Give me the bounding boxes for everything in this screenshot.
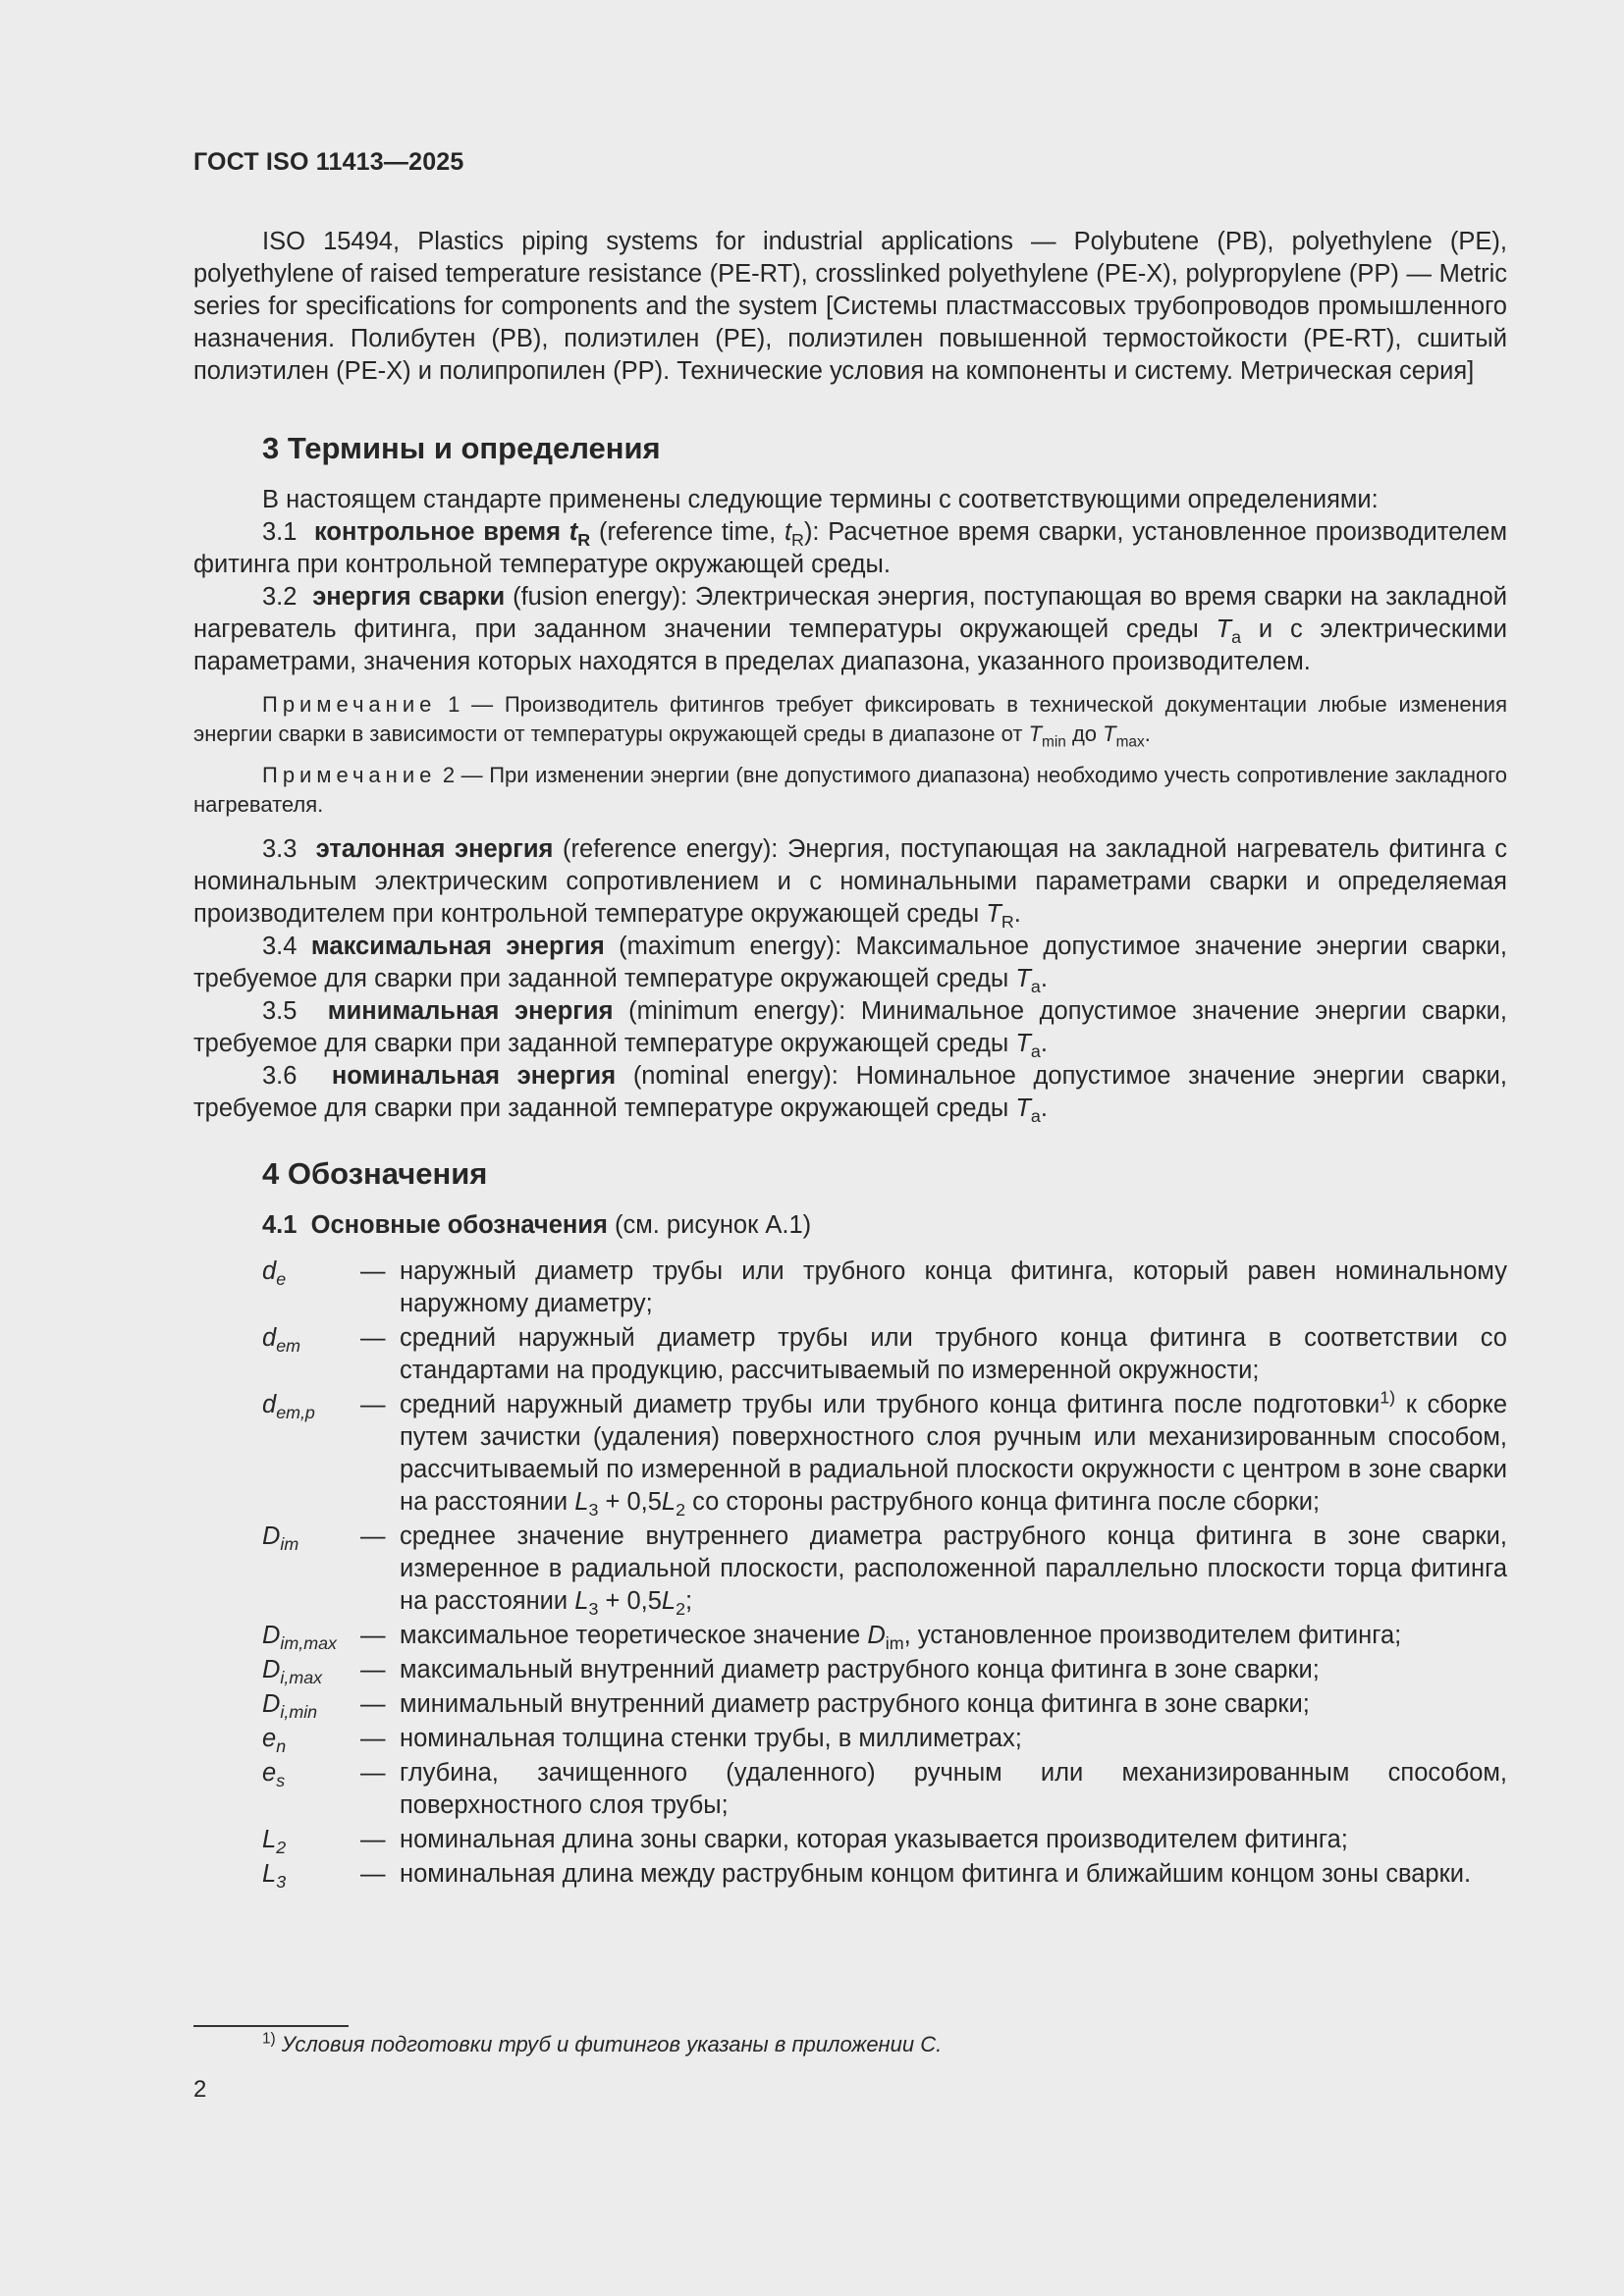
symbol-definition: номинальная длина между раструбным концом фитинга и ближайшим концом зоны сварки. — [400, 1860, 1472, 1888]
symbol: $e_s$ — [262, 1759, 286, 1791]
symbol-row: $D_{i,max}$ — максимальный внутренний диаметр раструбного конца фитинга в зоне сварки; — [262, 1654, 1507, 1686]
symbol: $d_{em,p}$ — [262, 1391, 315, 1423]
symbol: $e_n$ — [262, 1725, 287, 1757]
symbol-row: $e_s$ — глубина, зачищенного (удаленного) ручным или механизированным способом, поверхностного слоя трубы; — [262, 1757, 1507, 1822]
symbol-definition: средний наружный диаметр трубы или трубного конца фитинга после подготовки$^{1)}$ к сборке путем зачистки (удаления) поверхностного слоя ручным или механизированным способом, рассчитываемый по измеренной в радиальной плоскости окружности с центром в зоне сварки на расстоянии $L_3 + 0,5L_2$ со стороны раструбного конца фитинга после сборки; — [400, 1387, 1507, 1521]
symbol-definition: номинальная длина зоны сварки, которая указывается производителем фитинга; — [400, 1826, 1348, 1853]
symbol-row: $e_n$ — номинальная толщина стенки трубы, в миллиметрах; — [262, 1723, 1507, 1755]
symbol: $D_{im,max}$ — [262, 1622, 337, 1654]
symbol: $L_3$ — [262, 1860, 287, 1893]
term-3-4: 3.4 максимальная энергия (maximum energy): Максимальное допустимое значение энергии сварки, требуемое для сварки при заданной температуре окружающей среды $T_a$. — [193, 933, 1507, 997]
symbol: $D_{i,max}$ — [262, 1656, 323, 1688]
symbol-definition: максимальный внутренний диаметр раструбного конца фитинга в зоне сварки; — [400, 1656, 1320, 1683]
footnote: $^{1)}$ Условия подготовки труб и фитингов указаны в приложении С. — [262, 2030, 943, 2056]
symbol: $D_{i,min}$ — [262, 1690, 318, 1723]
symbol-row: $D_{im,max}$ — максимальное теоретическое значение $D_{im}$, установленное производителем фитинга; — [262, 1620, 1507, 1652]
footnote-ref: 1) — [1380, 1387, 1396, 1408]
section-3-intro: В настоящем стандарте применены следующие термины с соответствующими определениями: — [262, 486, 1379, 513]
section-3-heading: 3 Термины и определения — [262, 431, 661, 465]
symbol: $D_{im}$ — [262, 1522, 299, 1555]
symbol-definition: среднее значение внутреннего диаметра раструбного конца фитинга в зоне сварки, измеренное в радиальной плоскости, расположенной параллельно плоскости торца фитинга на расстоянии $L_3 + 0,5L_2$; — [400, 1522, 1507, 1620]
symbol-row: $L_2$ — номинальная длина зоны сварки, которая указывается производителем фитинга; — [262, 1824, 1507, 1856]
document-header: ГОСТ ISO 11413—2025 — [193, 148, 464, 176]
symbol-row: $D_{im}$ — среднее значение внутреннего диаметра раструбного конца фитинга в зоне сварки, измеренное в радиальной плоскости, расположенной параллельно плоскости торца фитинга на расстоянии $L_3 + 0,5L_2$; — [262, 1522, 1507, 1620]
term-3-3: 3.3 эталонная энергия (reference energy): Энергия, поступающая на закладной нагреватель фитинга с номинальным электрическим сопротивлением и с номинальными параметрами сварки и определяемая производителем при контрольной температуре окружающей среды $T_R$. — [193, 835, 1508, 933]
symbol-definition: минимальный внутренний диаметр раструбного конца фитинга в зоне сварки; — [400, 1690, 1310, 1718]
term-3-1: 3.1 контрольное время $t_R$ (reference time, $t_R$): Расчетное время сварки, установленное производителем фитинга при контрольной температуре окружающей среды. — [193, 518, 1508, 578]
symbol-definition: средний наружный диаметр трубы или трубного конца фитинга в соответствии со стандартами на продукцию, рассчитываемый по измеренной окружности; — [400, 1324, 1507, 1384]
symbol: $L_2$ — [262, 1826, 287, 1858]
symbol-row: $D_{i,min}$ — минимальный внутренний диаметр раструбного конца фитинга в зоне сварки; — [262, 1688, 1507, 1721]
note-2: Примечание 2 — При изменении энергии (вне допустимого диапазона) необходимо учесть сопротивление закладного нагревателя. — [193, 763, 1507, 817]
symbol-definition: номинальная толщина стенки трубы, в миллиметрах; — [400, 1725, 1022, 1752]
symbol-row: $d_e$ — наружный диаметр трубы или трубного конца фитинга, который равен номинальному наружному диаметру; — [262, 1255, 1507, 1320]
note-1: Примечание 1 — Производитель фитингов требует фиксировать в технической документации любые изменения энергии сварки в зависимости от температуры окружающей среды в диапазоне от $T_{min}$ до $T_{max}$. — [193, 692, 1507, 751]
footnote-separator — [193, 2025, 349, 2027]
symbol-definition: наружный диаметр трубы или трубного конца фитинга, который равен номинальному наружному диаметру; — [400, 1257, 1507, 1317]
page-number: 2 — [193, 2076, 207, 2103]
symbol-definition: максимальное теоретическое значение $D_{im}$, установленное производителем фитинга; — [400, 1622, 1402, 1654]
symbol: $d_{em}$ — [262, 1324, 300, 1357]
section-4-heading: 4 Обозначения — [262, 1156, 488, 1191]
term-3-5: 3.5 минимальная энергия (minimum energy): Минимальное допустимое значение энергии сварки, требуемое для сварки при заданной температуре окружающей среды $T_a$. — [193, 997, 1507, 1062]
symbol-row: $d_{em}$ — средний наружный диаметр трубы или трубного конца фитинга в соответствии со стандартами на продукцию, рассчитываемый по измеренной окружности; — [262, 1322, 1507, 1387]
symbol-definition: глубина, зачищенного (удаленного) ручным или механизированным способом, поверхностного слоя трубы; — [400, 1759, 1507, 1819]
subsection-4-1-title: 4.1 Основные обозначения (см. рисунок А.1) — [262, 1211, 812, 1239]
symbol: $d_e$ — [262, 1257, 287, 1290]
document-body — [193, 226, 1507, 1893]
symbol-row: $L_3$ — номинальная длина между раструбным концом фитинга и ближайшим концом зоны сварки. — [262, 1858, 1507, 1891]
term-3-6: 3.6 номинальная энергия (nominal energy): Номинальное допустимое значение энергии сварки, требуемое для сварки при заданной температуре окружающей среды $T_a$. — [193, 1062, 1508, 1127]
term-3-2: 3.2 энергия сварки (fusion energy): Электрическая энергия, поступающая во время сварки на закладной нагреватель фитинга, при заданном значении температуры окружающей среды $T_a$ и с электрическими параметрами, значения которых находятся в пределах диапазона, указанного производителем. — [193, 583, 1508, 675]
symbol-row: $d_{em,p}$ — средний наружный диаметр трубы или трубного конца фитинга после подготовки$^{1)}$ к сборке путем зачистки (удаления) поверхностного слоя ручным или механизированным способом, рассчитываемый по измеренной в радиальной плоскости окружности с центром в зоне сварки на расстоянии $L_3 + 0,5L_2$ со стороны раструбного конца фитинга после сборки; — [262, 1387, 1507, 1521]
normative-reference: ISO 15494, Plastics piping systems for industrial applications — Polybutene (PB), polyethylene (PE), polyethylene of raised temperature resistance (PE-RT), crosslinked polyethylene (PE-X), polypropylene (PP) — Metric series for specifications for components and the system [Системы пластмассовых трубопроводов промышленного назначения. Полибутен (PB), полиэтилен (PE), полиэтилен повышенной термостойкости (PE-RT), сшитый полиэтилен (PE-X) и полипропилен (PP). Технические условия на компоненты и систему. Метрическая серия] — [193, 228, 1507, 385]
